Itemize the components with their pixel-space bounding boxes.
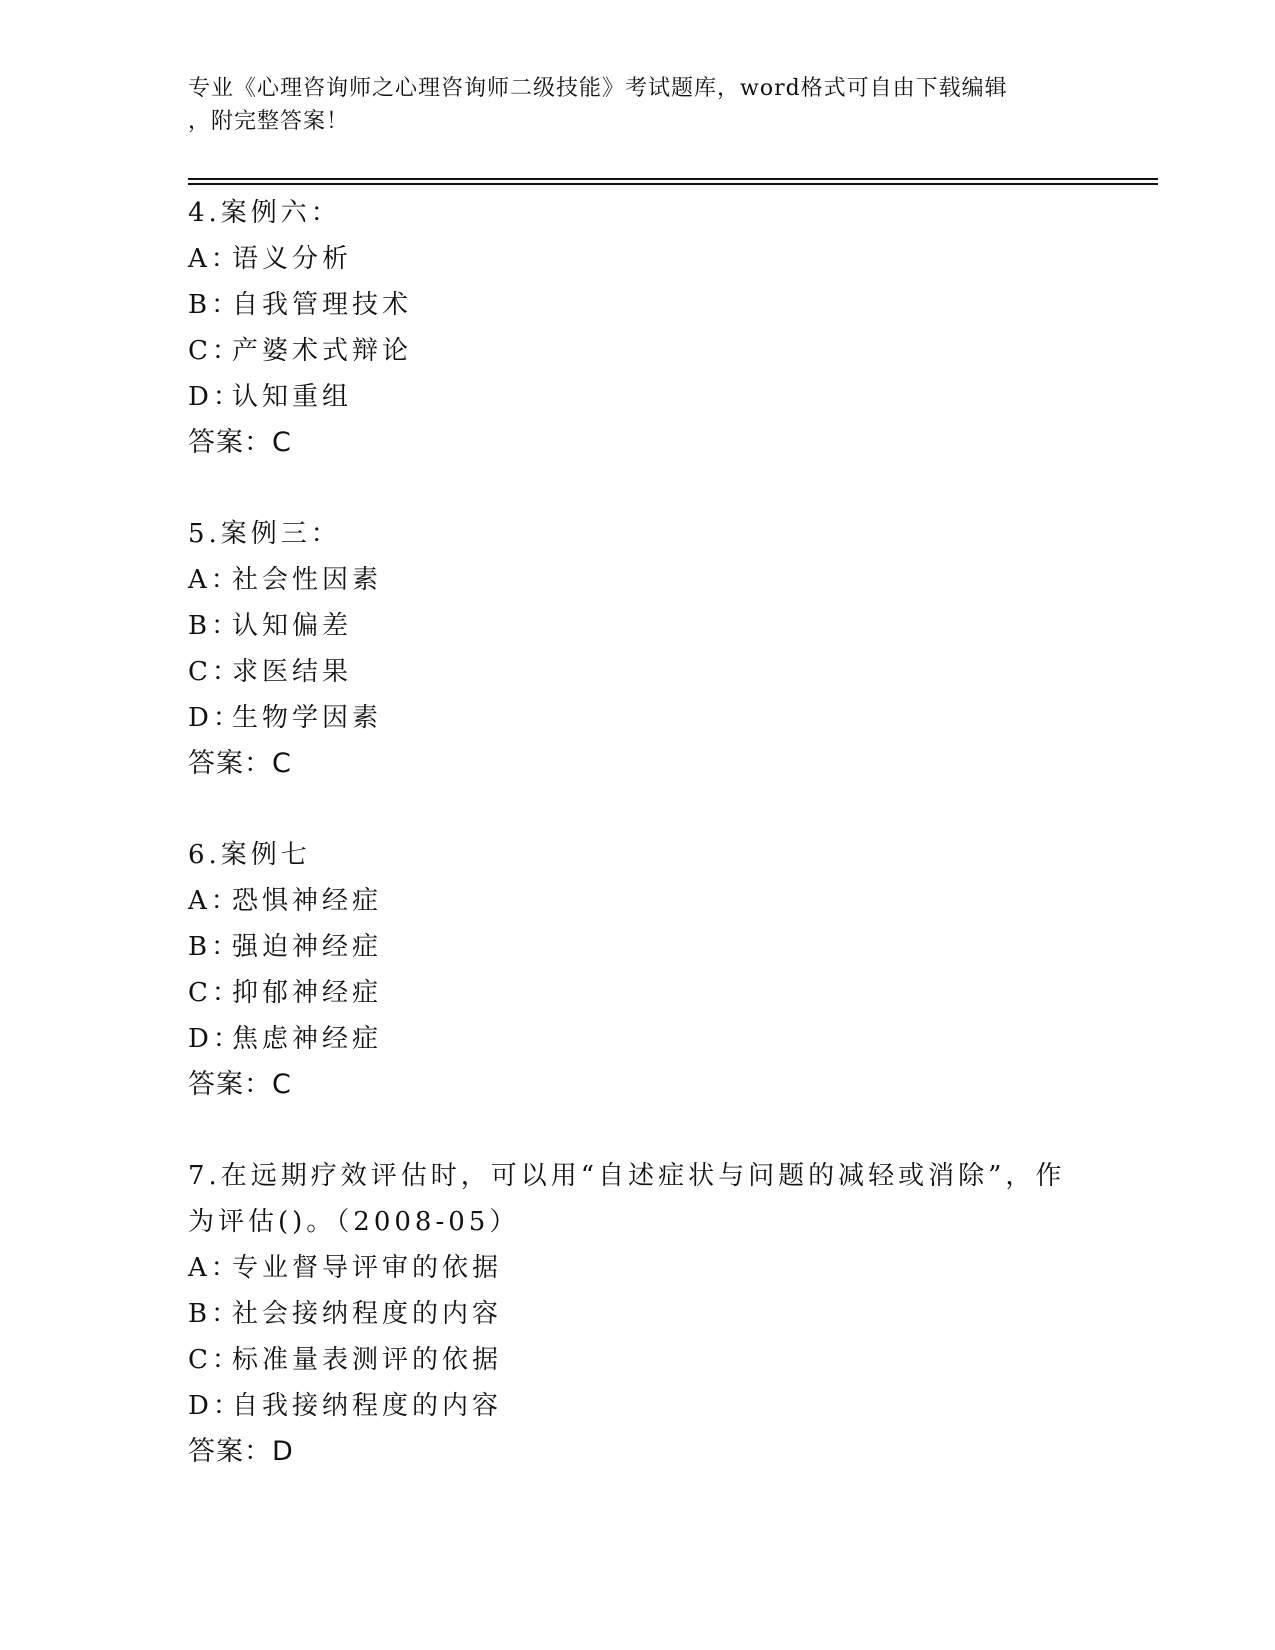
option-text: 自我管理技术 xyxy=(232,290,413,320)
question-list xyxy=(188,190,1088,1520)
option-text: 求医结果 xyxy=(232,657,353,687)
option-letter: D： xyxy=(188,1391,243,1421)
option-d xyxy=(188,1016,1088,1062)
answer: 答案：D xyxy=(188,1436,294,1467)
question-stem: 7.在远期疗效评估时，可以用“自述症状与问题的减轻或消除”，作为评估()。（2008-05） xyxy=(188,1161,1066,1237)
question-stem: 6.案例七 xyxy=(188,840,311,870)
option-letter: A： xyxy=(188,886,241,916)
option-c xyxy=(188,970,1088,1016)
question-4 xyxy=(188,190,1088,466)
option-letter: D： xyxy=(188,703,243,733)
option-d xyxy=(188,374,1088,420)
option-letter: B： xyxy=(188,611,242,641)
option-c xyxy=(188,328,1088,374)
question-stem: 4.案例六： xyxy=(188,198,341,228)
option-b xyxy=(188,1291,1088,1337)
header-divider-top xyxy=(188,178,1158,180)
option-a xyxy=(188,236,1088,282)
header-line-2: ，附完整答案！ xyxy=(188,109,350,134)
option-text: 认知重组 xyxy=(232,382,353,412)
option-text: 焦虑神经症 xyxy=(232,1024,383,1054)
option-a xyxy=(188,1245,1088,1291)
option-d xyxy=(188,695,1088,741)
option-c xyxy=(188,649,1088,695)
option-b xyxy=(188,603,1088,649)
document-header xyxy=(188,72,1068,138)
option-letter: B： xyxy=(188,932,242,962)
option-letter: D： xyxy=(188,382,243,412)
option-text: 恐惧神经症 xyxy=(232,886,383,916)
option-text: 自我接纳程度的内容 xyxy=(232,1391,503,1421)
option-letter: B： xyxy=(188,1299,242,1329)
option-b xyxy=(188,924,1088,970)
option-c xyxy=(188,1337,1088,1383)
option-letter: C： xyxy=(188,336,242,366)
option-letter: C： xyxy=(188,1345,242,1375)
option-text: 抑郁神经症 xyxy=(232,978,383,1008)
option-letter: A： xyxy=(188,565,241,595)
option-letter: A： xyxy=(188,1253,241,1283)
option-text: 生物学因素 xyxy=(232,703,383,733)
option-text: 产婆术式辩论 xyxy=(232,336,413,366)
option-letter: C： xyxy=(188,978,242,1008)
question-7 xyxy=(188,1153,1088,1475)
option-text: 社会性因素 xyxy=(232,565,383,595)
option-letter: C： xyxy=(188,657,242,687)
option-text: 标准量表测评的依据 xyxy=(232,1345,503,1375)
option-text: 认知偏差 xyxy=(232,611,353,641)
option-a xyxy=(188,878,1088,924)
option-text: 社会接纳程度的内容 xyxy=(232,1299,503,1329)
option-text: 语义分析 xyxy=(232,244,353,274)
option-a xyxy=(188,557,1088,603)
option-letter: B： xyxy=(188,290,242,320)
option-b xyxy=(188,282,1088,328)
question-stem: 5.案例三： xyxy=(188,519,341,549)
question-6 xyxy=(188,832,1088,1108)
option-letter: D： xyxy=(188,1024,243,1054)
option-letter: A： xyxy=(188,244,241,274)
answer: 答案：C xyxy=(188,1069,292,1100)
option-text: 专业督导评审的依据 xyxy=(232,1253,503,1283)
question-5 xyxy=(188,511,1088,787)
answer: 答案：C xyxy=(188,748,292,779)
header-line-1: 专业《心理咨询师之心理咨询师二级技能》考试题库，word格式可自由下载编辑 xyxy=(188,76,1008,101)
answer: 答案：C xyxy=(188,427,292,458)
option-text: 强迫神经症 xyxy=(232,932,383,962)
option-d xyxy=(188,1383,1088,1429)
header-divider-bottom xyxy=(188,183,1158,185)
